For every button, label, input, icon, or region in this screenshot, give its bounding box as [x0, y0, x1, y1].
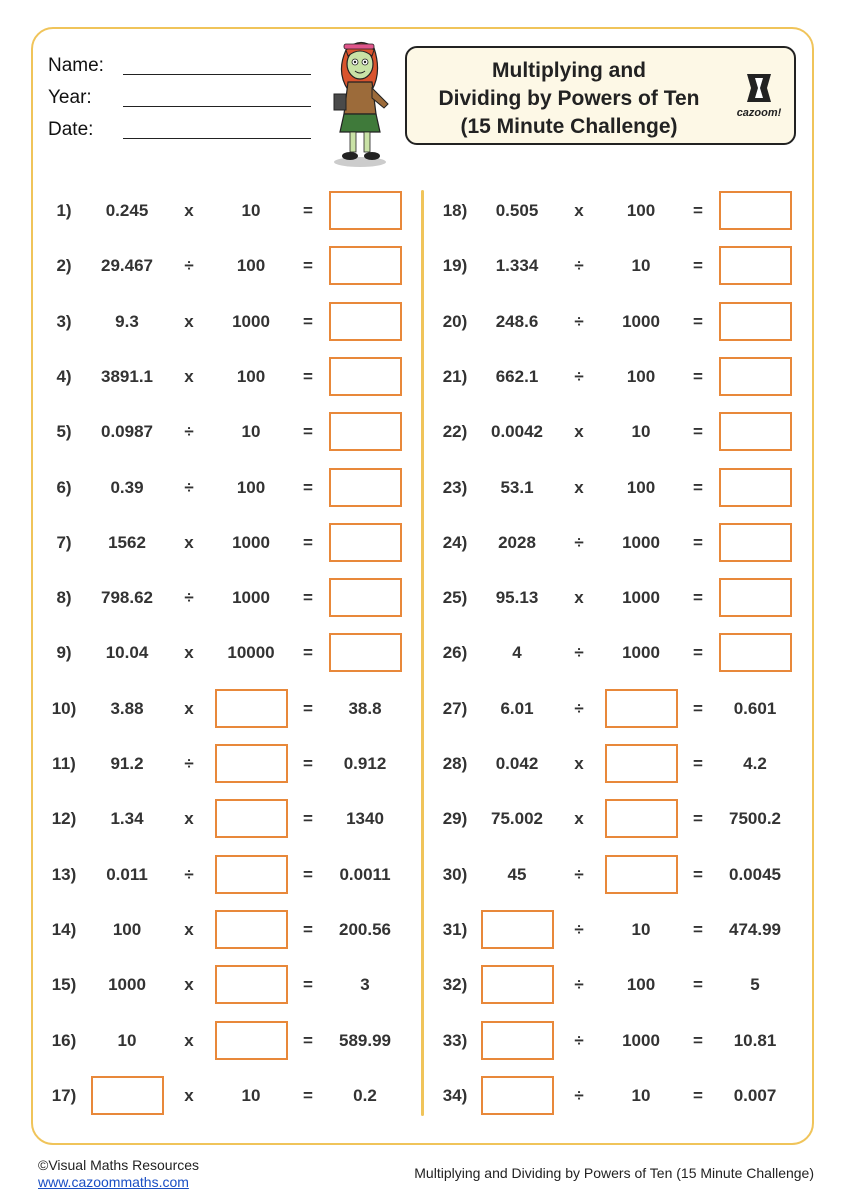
equals-sign: = — [693, 864, 703, 884]
question-number: 3) — [56, 311, 72, 331]
answer-box[interactable] — [719, 191, 792, 230]
answer-box[interactable] — [329, 468, 402, 507]
question-number: 33) — [442, 1030, 468, 1050]
equals-sign: = — [303, 477, 313, 497]
answer-box[interactable] — [329, 633, 402, 672]
result-value: 3 — [360, 975, 370, 995]
result-value: 0.007 — [733, 1085, 777, 1105]
answer-box[interactable] — [329, 191, 402, 230]
question-number: 26) — [442, 643, 468, 663]
operand-value: 95.13 — [495, 588, 539, 608]
equals-sign: = — [303, 975, 313, 995]
equals-sign: = — [693, 1085, 703, 1105]
worksheet-title — [407, 57, 731, 141]
question-number: 32) — [442, 975, 468, 995]
question-number: 7) — [56, 532, 72, 552]
question-number: 20) — [442, 311, 468, 331]
power-of-ten-value: 10 — [631, 1085, 651, 1105]
operand-value: 0.0987 — [101, 422, 153, 442]
name-label: Name: — [48, 55, 104, 76]
power-of-ten-value: 10 — [631, 256, 651, 276]
result-value: 589.99 — [339, 1030, 391, 1050]
question-number: 10) — [51, 698, 77, 718]
answer-box[interactable] — [719, 357, 792, 396]
operator-symbol: x — [184, 809, 194, 829]
power-of-ten-value: 10 — [631, 919, 651, 939]
operator-symbol: x — [184, 919, 194, 939]
operator-symbol: x — [184, 366, 194, 386]
operator-symbol: x — [184, 311, 194, 331]
equals-sign: = — [303, 754, 313, 773]
student-character-illustration — [326, 32, 392, 168]
equals-sign: = — [303, 532, 313, 552]
equals-sign: = — [693, 201, 703, 220]
power-of-ten-value: 1000 — [232, 532, 270, 552]
equals-sign: = — [303, 1085, 313, 1105]
result-value: 0.2 — [353, 1085, 377, 1105]
operator-symbol: ÷ — [184, 588, 194, 608]
equals-sign: = — [693, 643, 703, 663]
equals-sign: = — [303, 311, 313, 331]
operator-symbol: ÷ — [574, 1085, 584, 1105]
equals-sign: = — [693, 366, 703, 386]
operand-value: 6.01 — [500, 698, 534, 718]
answer-box[interactable] — [215, 965, 288, 1004]
answer-box[interactable] — [605, 744, 678, 783]
equals-sign: = — [303, 1030, 313, 1050]
copyright-text: ©Visual Maths Resources — [38, 1157, 200, 1173]
result-value: 7500.2 — [729, 809, 781, 829]
answer-box[interactable] — [329, 523, 402, 562]
operand-value: 1.34 — [110, 809, 144, 829]
operand-value: 1562 — [108, 532, 146, 552]
answer-box[interactable] — [481, 1076, 554, 1115]
date-label: Date: — [48, 119, 94, 140]
question-number: 4) — [56, 366, 72, 386]
question-number: 28) — [442, 754, 468, 773]
equals-sign: = — [693, 975, 703, 995]
operator-symbol: ÷ — [184, 754, 194, 773]
question-number: 23) — [442, 477, 468, 497]
result-value: 0.912 — [343, 754, 387, 773]
equals-sign: = — [693, 588, 703, 608]
question-number: 2) — [56, 256, 72, 276]
power-of-ten-value: 100 — [626, 201, 656, 220]
question-number: 30) — [442, 864, 468, 884]
operator-symbol: x — [184, 1030, 194, 1050]
operator-symbol: x — [184, 643, 194, 663]
result-value: 0.0011 — [339, 864, 391, 884]
question-number: 25) — [442, 588, 468, 608]
question-number: 8) — [56, 588, 72, 608]
footer-left — [38, 1157, 199, 1191]
operand-value: 0.245 — [105, 201, 149, 220]
operand-value: 100 — [112, 919, 142, 939]
power-of-ten-value: 1000 — [622, 643, 660, 663]
equals-sign: = — [693, 422, 703, 442]
operator-symbol: x — [574, 588, 584, 608]
power-of-ten-value: 10 — [631, 422, 651, 442]
operand-value: 29.467 — [101, 256, 153, 276]
answer-box[interactable] — [719, 633, 792, 672]
year-label: Year: — [48, 87, 92, 108]
equals-sign: = — [693, 809, 703, 829]
operand-value: 662.1 — [495, 366, 539, 386]
operand-value: 45 — [507, 864, 527, 884]
question-number: 34) — [442, 1085, 468, 1105]
result-value: 474.99 — [729, 919, 781, 939]
operator-symbol: x — [574, 422, 584, 442]
operand-value: 1.334 — [495, 256, 539, 276]
operator-symbol: ÷ — [184, 256, 194, 276]
operator-symbol: x — [574, 201, 584, 220]
answer-box[interactable] — [719, 523, 792, 562]
operand-value: 0.011 — [106, 864, 148, 884]
question-number: 24) — [442, 532, 468, 552]
operand-value: 1000 — [108, 975, 146, 995]
equals-sign: = — [693, 1030, 703, 1050]
question-number: 6) — [56, 477, 72, 497]
operand-value: 10.04 — [105, 643, 149, 663]
operator-symbol: ÷ — [574, 864, 584, 884]
operator-symbol: ÷ — [184, 477, 194, 497]
question-number: 11) — [52, 754, 76, 773]
question-number: 29) — [442, 809, 468, 829]
equals-sign: = — [303, 698, 313, 718]
result-value: 4.2 — [743, 754, 767, 773]
power-of-ten-value: 1000 — [622, 532, 660, 552]
power-of-ten-value: 10 — [241, 201, 261, 220]
operator-symbol: ÷ — [574, 698, 584, 718]
answer-box[interactable] — [215, 689, 288, 728]
result-value: 1340 — [346, 809, 384, 829]
question-number: 27) — [442, 698, 468, 718]
cazoom-logo-icon — [729, 70, 789, 106]
answer-box[interactable] — [215, 910, 288, 949]
operator-symbol: ÷ — [184, 864, 194, 884]
answer-box[interactable] — [605, 855, 678, 894]
answer-box[interactable] — [605, 799, 678, 838]
equals-sign: = — [693, 698, 703, 718]
question-number: 9) — [56, 643, 72, 663]
question-number: 5) — [56, 422, 72, 442]
operand-value: 0.042 — [495, 754, 539, 773]
title-line-2: Dividing by Powers of Ten — [438, 87, 700, 110]
cazoom-logo — [729, 70, 789, 124]
equals-sign: = — [303, 809, 313, 829]
operator-symbol: ÷ — [574, 643, 584, 663]
operator-symbol: x — [574, 477, 584, 497]
name-line[interactable] — [123, 74, 311, 75]
equals-sign: = — [693, 754, 703, 773]
equals-sign: = — [303, 366, 313, 386]
equals-sign: = — [693, 477, 703, 497]
power-of-ten-value: 100 — [236, 477, 266, 497]
equals-sign: = — [693, 919, 703, 939]
answer-box[interactable] — [215, 1021, 288, 1060]
question-number: 1) — [56, 201, 72, 220]
result-value: 0.601 — [733, 698, 777, 718]
answer-box[interactable] — [481, 1021, 554, 1060]
logo-text: cazoom! — [736, 107, 782, 119]
question-number: 13) — [51, 864, 77, 884]
answer-box[interactable] — [329, 302, 402, 341]
operator-symbol: x — [184, 201, 194, 220]
equals-sign: = — [303, 588, 313, 608]
answer-box[interactable] — [329, 412, 402, 451]
operator-symbol: ÷ — [184, 422, 194, 442]
operator-symbol: x — [184, 532, 194, 552]
equals-sign: = — [303, 256, 313, 276]
question-number: 19) — [442, 256, 468, 276]
operand-value: 2028 — [498, 532, 536, 552]
equals-sign: = — [303, 919, 313, 939]
answer-box[interactable] — [719, 468, 792, 507]
operator-symbol: x — [574, 809, 584, 829]
operator-symbol: x — [184, 1085, 194, 1105]
operand-value: 10 — [117, 1030, 137, 1050]
operand-value: 0.505 — [495, 201, 539, 220]
power-of-ten-value: 100 — [626, 975, 656, 995]
power-of-ten-value: 10 — [241, 422, 261, 442]
answer-box[interactable] — [481, 965, 554, 1004]
answer-box[interactable] — [605, 689, 678, 728]
operand-value: 0.39 — [110, 477, 144, 497]
operator-symbol: x — [184, 975, 194, 995]
operand-value: 3.88 — [110, 698, 144, 718]
operand-value: 53.1 — [500, 477, 534, 497]
operator-symbol: ÷ — [574, 532, 584, 552]
power-of-ten-value: 1000 — [232, 588, 270, 608]
power-of-ten-value: 10000 — [227, 643, 275, 663]
power-of-ten-value: 100 — [626, 366, 656, 386]
power-of-ten-value: 1000 — [232, 311, 270, 331]
equals-sign: = — [303, 422, 313, 442]
result-value: 200.56 — [339, 919, 391, 939]
question-number: 21) — [442, 366, 468, 386]
date-line[interactable] — [123, 138, 311, 139]
operator-symbol: ÷ — [574, 366, 584, 386]
result-value: 0.0045 — [729, 864, 781, 884]
column-divider — [421, 190, 424, 1116]
result-value: 10.81 — [733, 1030, 777, 1050]
operator-symbol: ÷ — [574, 311, 584, 331]
question-number: 16) — [51, 1030, 77, 1050]
operand-value: 798.62 — [101, 588, 153, 608]
power-of-ten-value: 100 — [236, 256, 266, 276]
result-value: 38.8 — [348, 698, 382, 718]
equals-sign: = — [693, 256, 703, 276]
operand-value: 0.0042 — [491, 422, 543, 442]
answer-box[interactable] — [329, 246, 402, 285]
operator-symbol: x — [184, 698, 194, 718]
year-line[interactable] — [123, 106, 311, 107]
question-number: 14) — [51, 919, 77, 939]
answer-box[interactable] — [719, 412, 792, 451]
equals-sign: = — [693, 311, 703, 331]
equals-sign: = — [303, 864, 313, 884]
equals-sign: = — [303, 201, 313, 220]
answer-box[interactable] — [329, 578, 402, 617]
footer-title: Multiplying and Dividing by Powers of Ten (15 Minute Challenge) — [414, 1165, 814, 1181]
equals-sign: = — [693, 532, 703, 552]
question-number: 15) — [51, 975, 77, 995]
operand-value: 75.002 — [491, 809, 543, 829]
website-link[interactable]: www.cazoommaths.com — [38, 1174, 189, 1190]
title-line-3: (15 Minute Challenge) — [460, 115, 678, 138]
operand-value: 248.6 — [495, 311, 539, 331]
question-number: 17) — [51, 1085, 77, 1105]
power-of-ten-value: 1000 — [622, 588, 660, 608]
answer-box[interactable] — [719, 578, 792, 617]
result-value: 5 — [750, 975, 760, 995]
operand-value: 3891.1 — [101, 366, 153, 386]
title-box — [405, 46, 796, 145]
operand-value: 9.3 — [115, 311, 139, 331]
power-of-ten-value: 1000 — [622, 311, 660, 331]
question-number: 12) — [51, 809, 77, 829]
operator-symbol: ÷ — [574, 975, 584, 995]
operator-symbol: ÷ — [574, 256, 584, 276]
power-of-ten-value: 10 — [241, 1085, 261, 1105]
operator-symbol: ÷ — [574, 1030, 584, 1050]
answer-box[interactable] — [481, 910, 554, 949]
power-of-ten-value: 100 — [626, 477, 656, 497]
operand-value: 4 — [512, 643, 522, 663]
answer-box[interactable] — [91, 1076, 164, 1115]
answer-box[interactable] — [719, 302, 792, 341]
operator-symbol: x — [574, 754, 584, 773]
answer-box[interactable] — [215, 744, 288, 783]
power-of-ten-value: 100 — [236, 366, 266, 386]
equals-sign: = — [303, 643, 313, 663]
answer-box[interactable] — [329, 357, 402, 396]
operator-symbol: ÷ — [574, 919, 584, 939]
operand-value: 91.2 — [110, 754, 144, 773]
title-line-1: Multiplying and — [492, 59, 646, 82]
answer-box[interactable] — [215, 855, 288, 894]
question-number: 22) — [442, 422, 468, 442]
power-of-ten-value: 1000 — [622, 1030, 660, 1050]
answer-box[interactable] — [215, 799, 288, 838]
question-number: 18) — [442, 201, 468, 220]
answer-box[interactable] — [719, 246, 792, 285]
question-number: 31) — [442, 919, 468, 939]
